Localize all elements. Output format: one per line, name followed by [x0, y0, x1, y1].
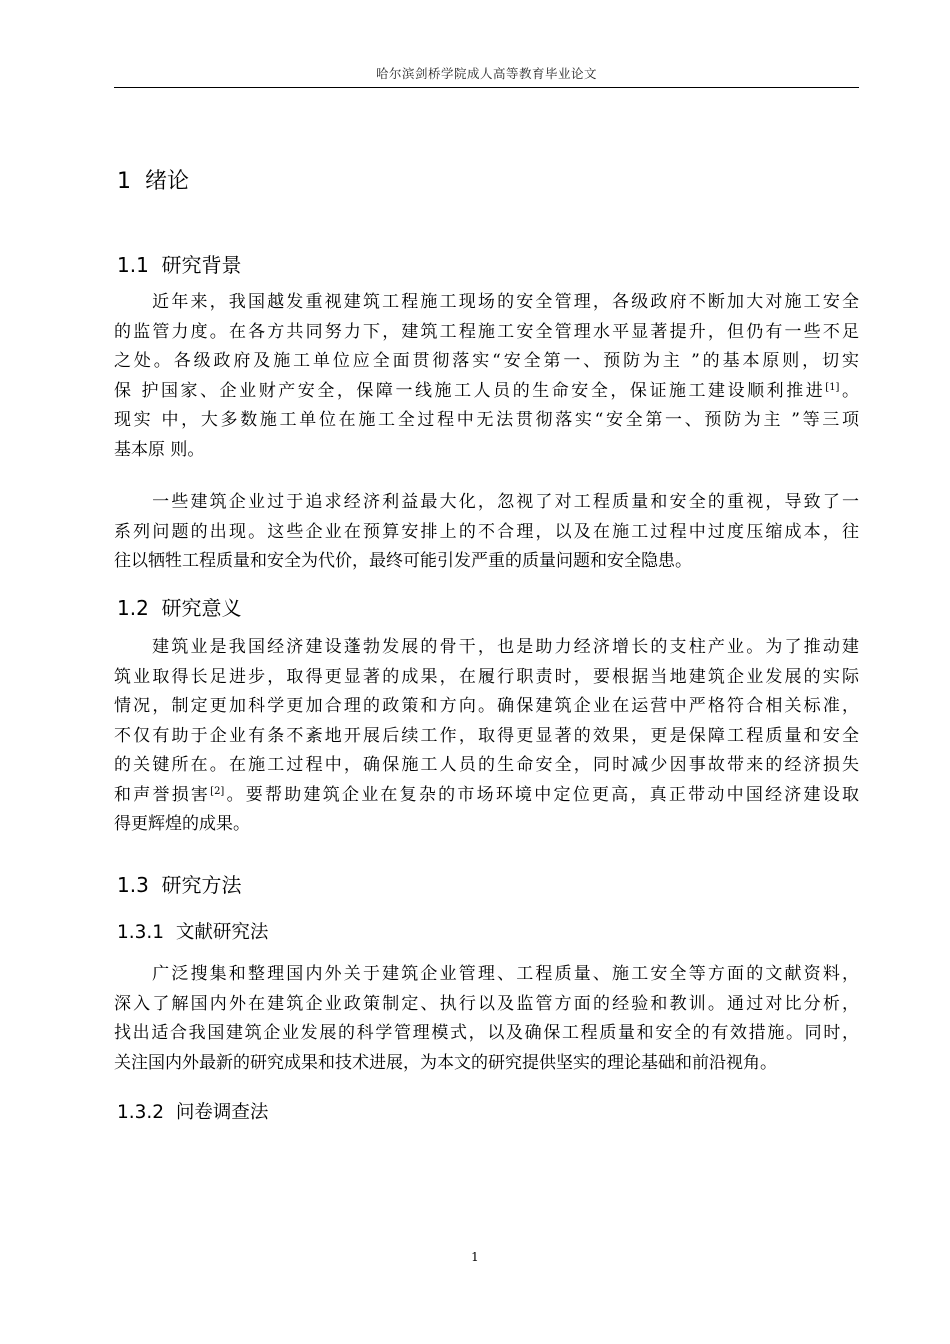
page-number: 1	[471, 1250, 479, 1264]
text-line: 一些建筑企业过于追求经济利益最大化，忽视了对工程质量和安全的重视，导致了一	[150, 492, 859, 512]
section-heading-1-1	[117, 249, 242, 278]
text-line: 关注国内外最新的研究成果和技术进展，为本文的研究提供坚实的理论基础和前沿视角。	[114, 1052, 777, 1073]
text-line: 筑业取得长足进步，取得更显著的成果，在履行职责时，要根据当地建筑企业发展的实际	[114, 666, 859, 687]
subsection-title: 问卷调查法	[175, 1102, 269, 1123]
running-header: 哈尔滨剑桥学院成人高等教育毕业论文	[375, 66, 597, 81]
text-line: 和声誉损害[2]。要帮助建筑企业在复杂的市场环境中定位更高，真正带动中国经济建设取	[114, 784, 859, 805]
text-line: 广泛搜集和整理国内外关于建筑企业管理、工程质量、施工安全等方面的文献资料，	[150, 964, 859, 984]
text-line: 近年来，我国越发重视建筑工程施工现场的安全管理，各级政府不断加大对施工安全	[150, 292, 859, 312]
section-title: 研究方法	[161, 873, 242, 897]
text-line: 深入了解国内外在建筑企业政策制定、执行以及监管方面的经验和教训。通过对比分析，	[114, 993, 859, 1014]
citation-ref[interactable]: [2]	[210, 785, 225, 797]
section-number: 1.3	[117, 873, 149, 897]
text-line: 往以牺牲工程质量和安全为代价，最终可能引发严重的质量问题和安全隐患。	[114, 551, 692, 571]
text-line: 的监管力度。在各方共同努力下，建筑工程施工安全管理水平显著提升，但仍有一些不足	[114, 321, 859, 342]
section-title: 研究背景	[161, 253, 242, 277]
paragraph-background-1	[114, 288, 859, 465]
header-rule	[114, 87, 859, 88]
section-heading-1-2	[117, 592, 242, 621]
section-number: 1.2	[117, 596, 149, 620]
section-title: 研究意义	[161, 596, 242, 620]
subsection-number: 1.3.1	[117, 922, 165, 943]
text-line: 不仅有助于企业有条不紊地开展后续工作，取得更显著的效果，更是保障工程质量和安全	[114, 725, 859, 746]
text-line: 情况，制定更加科学更加合理的政策和方向。确保建筑企业在运营中严格符合相关标准，	[114, 696, 859, 716]
section-heading-1-3	[117, 869, 242, 898]
section-number: 1.1	[117, 253, 149, 277]
paragraph-background-2	[114, 488, 859, 577]
text-line: 之处。各级政府及施工单位应全面贯彻落实“安全第一、预防为主 ”的基本原则，切实	[114, 351, 859, 371]
subsection-heading-1-3-1	[117, 918, 268, 944]
text-line: 得更辉煌的成果。	[114, 814, 250, 834]
text-line: 保 护国家、企业财产安全，保障一线施工人员的生命安全，保证施工建设顺利推进[1]。	[114, 380, 859, 401]
text-line: 系列问题的出现。这些企业在预算安排上的不合理，以及在施工过程中过度压缩成本，往	[114, 521, 859, 542]
chapter-heading	[117, 164, 189, 195]
subsection-title: 文献研究法	[175, 922, 269, 943]
paragraph-significance	[114, 633, 859, 840]
chapter-number: 1	[117, 169, 131, 194]
chapter-title: 绪论	[145, 169, 190, 194]
text-line: 建筑业是我国经济建设蓬勃发展的骨干，也是助力经济增长的支柱产业。为了推动建	[150, 637, 859, 657]
subsection-number: 1.3.2	[117, 1102, 165, 1123]
subsection-heading-1-3-2	[117, 1098, 268, 1124]
text-line: 现实 中，大多数施工单位在施工全过程中无法贯彻落实“安全第一、预防为主 ”等三项	[114, 410, 859, 430]
paragraph-literature-method	[114, 960, 859, 1078]
text-line: 基本原 则。	[114, 439, 205, 460]
text-line: 的关键所在。在施工过程中，确保施工人员的生命安全，同时减少因事故带来的经济损失	[114, 755, 859, 775]
text-line: 找出适合我国建筑企业发展的科学管理模式，以及确保工程质量和安全的有效措施。同时，	[114, 1023, 859, 1043]
citation-ref[interactable]: [1]	[825, 381, 840, 393]
